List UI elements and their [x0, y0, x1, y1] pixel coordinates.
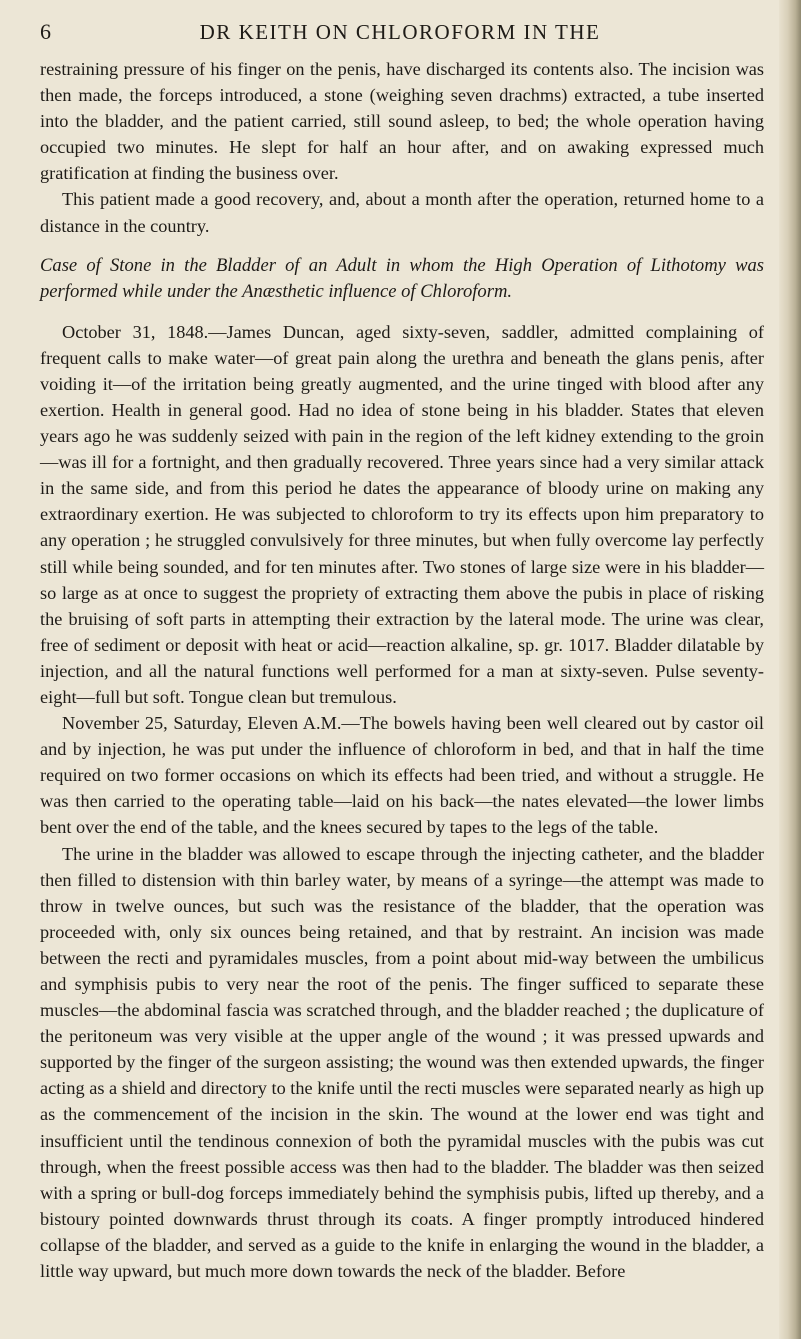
case-heading: Case of Stone in the Bladder of an Adult in whom the High Operation of Lithotomy was performed while under the Anæsthetic influence of Chloroform. [40, 254, 764, 302]
paragraph: November 25, Saturday, Eleven A.M.—The bowels having been well cleared out by castor oil and by injection, he was put under the influence of chloroform in bed, and that in half the time required on two former occasions on which its effects had been tried, and without a struggle. He was then carried to the operating table—laid on his back—the nates elevated—the lower limbs bent over the end of the table, and the knees secured by tapes to the legs of the table. [40, 713, 764, 838]
page-header [40, 18, 760, 48]
page-body [40, 56, 764, 1284]
paragraph: This patient made a good recovery, and, about a month after the operation, returned home to a distance in the country. [40, 189, 764, 236]
paragraph: October 31, 1848.—James Duncan, aged sixty-seven, saddler, admitted complaining of frequent calls to make water—of great pain along the urethra and beneath the glans penis, after voiding it—of the irritation being greatly augmented, and the urine tinged with blood after any exertion. Health in general good. Had no idea of stone being in his bladder. States that eleven years ago he was suddenly seized with pain in the region of the left kidney extending to the groin—was ill for a fortnight, and then gradually recovered. Three years since had a very similar attack in the same side, and from this period he dates the appearance of bloody urine on making any extraordinary exertion. He was subjected to chloroform to try its effects upon him preparatory to any operation ; he struggled convulsively for three minutes, but when fully overcome lay perfectly still while being sounded, and for ten minutes after. Two stones of large size were in his bladder—so large as at once to suggest the propriety of extracting them above the pubis in place of risking the bruising of soft parts in attempting their extraction by the lateral mode. The urine was clear, free of sediment or deposit with heat or acid—reaction alkaline, sp. gr. 1017. Bladder dilatable by injection, and all the natural functions well performed for a man at sixty-seven. Pulse seventy-eight—full but soft. Tongue clean but tremulous. [40, 321, 764, 707]
page-edge-shadow [779, 0, 801, 1339]
page-number: 6 [40, 19, 51, 44]
paragraph: The urine in the bladder was allowed to escape through the injecting catheter, and the bladder then filled to distension with thin barley water, by means of a syringe—the attempt was made to throw in twelve ounces, but such was the resistance of the bladder, that the operation was proceeded with, only six ounces being retained, and that by restraint. An incision was made between the recti and pyramidales muscles, from a point about mid-way between the umbilicus and symphisis pubis to very near the root of the penis. The finger sufficed to separate these muscles—the abdominal fascia was scratched through, and the bladder reached ; the duplicature of the peritoneum was very visible at the upper angle of the wound ; it was pressed upwards and supported by the finger of the surgeon assisting; the wound was then extended upwards, the finger acting as a shield and directory to the knife until the recti muscles were separated nearly as high up as the commencement of the incision in the skin. The wound at the lower end was tight and insufficient until the tendinous connexion of both the pyramidal muscles with the pubis was cut through, when the freest possible access was then had to the bladder. The bladder was then seized with a spring or bull-dog forceps immediately behind the symphisis pubis, lifted up thereby, and a bistoury pointed downwards thrust through its coats. A finger promptly introduced hindered collapse of the bladder, and served as a guide to the knife in enlarging the wound in the bladder, a little way upward, but much more down towards the neck of the bladder. Before [40, 843, 764, 1282]
running-title: DR KEITH ON CHLOROFORM IN THE [199, 20, 601, 44]
paragraph: restraining pressure of his finger on the penis, have discharged its contents also. The incision was then made, the forceps introduced, a stone (weighing seven drachms) extracted, a tube inserted into the bladder, and the patient carried, still sound asleep, to bed; the whole operation having occupied two minutes. He slept for half an hour after, and on awaking expressed much gratification at finding the business over. [40, 59, 764, 184]
